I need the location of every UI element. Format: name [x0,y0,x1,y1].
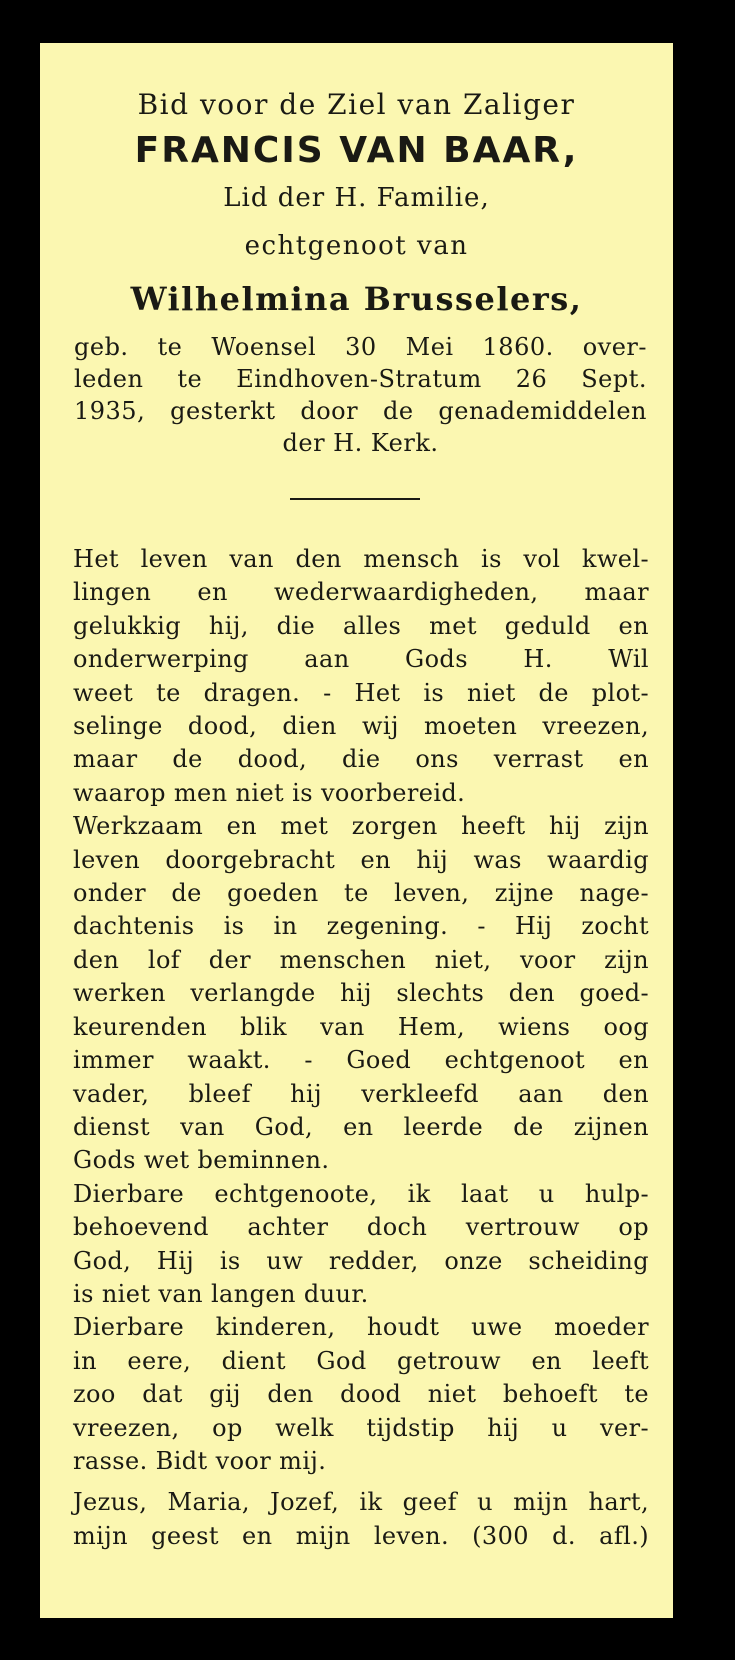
body-line: dachtenis is in zegening. - Hij zocht [73,912,649,941]
bio-line: 1935, gesterkt door de genademiddelen [74,397,647,425]
body-line: selinge dood, dien wij moeten vreezen, [73,712,649,741]
membership-line: Lid der H. Familie, [223,183,490,213]
body-line: Werkzaam en met zorgen heeft hij zijn [73,812,649,841]
body-line: weet te dragen. - Het is niet de plot- [73,678,649,707]
body-line: behoevend achter doch vertrouw op [73,1213,649,1242]
body-line: Dierbare kinderen, houdt uwe moeder [73,1313,649,1342]
body-line: den lof der menschen niet, voor zijn [73,945,649,974]
body-line: gelukkig hij, die alles met geduld en [73,611,649,640]
bio-line: geb. te Woensel 30 Mei 1860. over- [74,333,647,361]
body-line: is niet van langen duur. [73,1279,369,1308]
body-line: waarop men niet is voorbereid. [73,778,466,807]
body-line: onderwerping aan Gods H. Wil [73,645,649,674]
body-line: keurenden blik van Hem, wiens oog [73,1012,649,1041]
spouse-intro: echtgenoot van [244,231,469,261]
body-line: leven doorgebracht en hij was waardig [73,845,649,874]
body-line: Gods wet beminnen. [73,1146,330,1175]
body-line: lingen en wederwaardigheden, maar [73,578,649,607]
body-line: onder de goeden te leven, zijne nage- [73,879,649,908]
closing-prayer-line: Jezus, Maria, Jozef, ik geef u mijn hart, [73,1488,649,1517]
body-text [73,543,649,1553]
prayer-heading: Bid voor de Ziel van Zaliger [137,88,576,121]
memorial-card [40,43,673,1618]
body-line: werken verlangde hij slechts den goed- [73,979,649,1008]
card-header [40,83,673,327]
bio-line: leden te Eindhoven-Stratum 26 Sept. [74,365,647,393]
body-line: dienst van God, en leerde de zijnen [73,1112,649,1141]
bio-line: der H. Kerk. [282,429,439,457]
deceased-name: FRANCIS VAN BAAR, [134,130,579,171]
body-line: vreezen, op welk tijdstip hij u ver- [73,1413,649,1442]
body-line: maar de dood, die ons verrast en [73,745,649,774]
body-line: in eere, dient God getrouw en leeft [73,1346,649,1375]
closing-prayer-line: mijn geest en mijn leven. (300 d. afl.) [73,1521,649,1550]
body-line: immer waakt. - Goed echtgenoot en [73,1046,649,1075]
body-line: Het leven van den mensch is vol kwel- [73,545,649,573]
spouse-name: Wilhelmina Brusselers, [130,280,583,318]
body-line: Dierbare echtgenoote, ik laat u hulp- [73,1179,649,1208]
body-line: vader, bleef hij verkleefd aan den [73,1079,649,1108]
body-line: zoo dat gij den dood niet behoeft te [73,1380,649,1409]
body-line: rasse. Bidt voor mij. [73,1446,327,1475]
biography [74,331,647,459]
divider-rule [290,498,420,500]
body-line: God, Hij is uw redder, onze scheiding [73,1246,649,1275]
